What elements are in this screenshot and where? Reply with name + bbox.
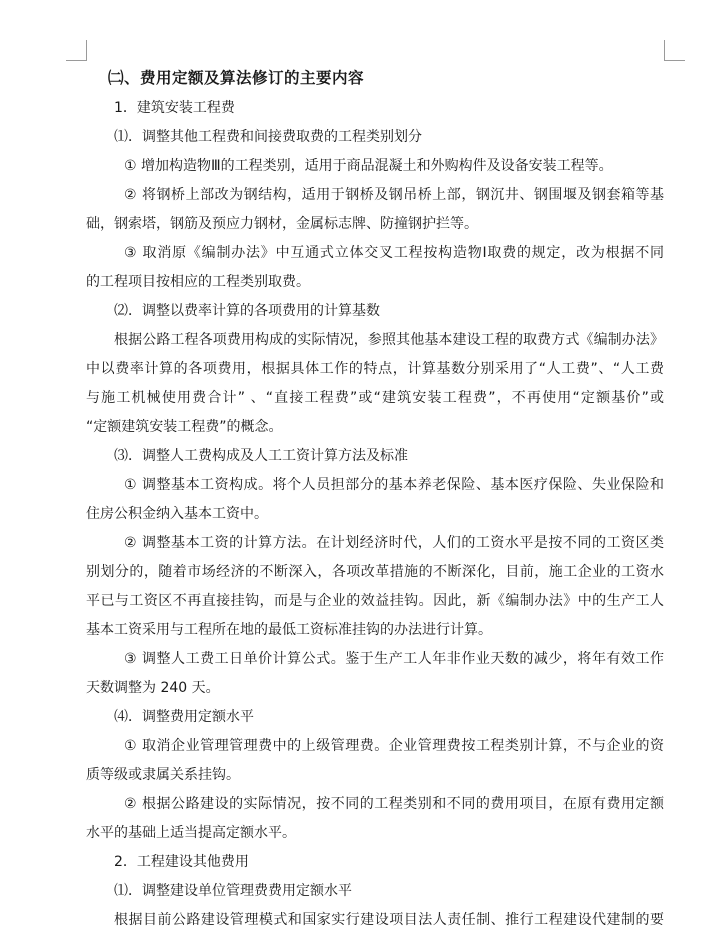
paragraph-line: ① 增加构造物Ⅲ的工程类别，适用于商品混凝土和外购构件及设备安装工程等。 [124, 158, 613, 174]
paragraph-line: ② 将钢桥上部改为钢结构，适用于钢桥及钢吊桥上部，钢沉井、钢围堰及钢套箱等基 [124, 187, 664, 203]
item-heading: ⑴．调整建设单位管理费费用定额水平 [114, 883, 352, 899]
paragraph-line: 根据公路工程各项费用构成的实际情况，参照其他基本建设工程的取费方式《编制办法》 [114, 332, 664, 348]
paragraph-line: 础，钢索塔，钢筋及预应力钢材，金属标志牌、防撞钢护拦等。 [86, 216, 478, 232]
page-corner-mark-top-right [664, 40, 685, 61]
paragraph-line: 质等级或隶属关系挂钩。 [86, 767, 240, 783]
paragraph-line: ② 调整基本工资的计算方法。在计划经济时代，人们的工资水平是按不同的工资区类 [124, 535, 664, 551]
paragraph-line: 基本工资采用与工程所在地的最低工资标准挂钩的办法进行计算。 [86, 622, 492, 638]
section-heading: ㈡、费用定额及算法修订的主要内容 [108, 69, 365, 87]
paragraph-line: 别划分的，随着市场经济的不断深入，各项改革措施的不断深化，目前，施工企业的工资水 [86, 564, 664, 580]
paragraph-line: 与施工机械使用费合计” 、“直接工程费”或“建筑安装工程费”，不再使用“定额基价”或 [86, 390, 664, 406]
paragraph-line: 的工程项目按相应的工程类别取费。 [86, 274, 310, 290]
paragraph-line: ③ 调整人工费工日单价计算公式。鉴于生产工人年非作业天数的减少，将年有效工作 [124, 651, 664, 667]
paragraph-line: ③ 取消原《编制办法》中互通式立体交叉工程按构造物Ⅰ取费的规定，改为根据不同 [124, 245, 664, 261]
paragraph-line: 住房公积金纳入基本工资中。 [86, 506, 268, 522]
item-heading: ⑶．调整人工费构成及人工工资计算方法及标准 [114, 448, 408, 464]
subsection-heading: 2．工程建设其他费用 [114, 854, 249, 870]
paragraph-line: 平已与工资区不再直接挂钩，而是与企业的效益挂钩。因此，新《编制办法》中的生产工人 [86, 593, 664, 609]
paragraph-line: ① 取消企业管理管理费中的上级管理费。企业管理费按工程类别计算，不与企业的资 [124, 738, 664, 754]
paragraph-line: “定额建筑安装工程费”的概念。 [86, 419, 283, 435]
item-heading: ⑵．调整以费率计算的各项费用的计算基数 [114, 303, 380, 319]
paragraph-line: ② 根据公路建设的实际情况，按不同的工程类别和不同的费用项目，在原有费用定额 [124, 796, 664, 812]
paragraph-line: 水平的基础上适当提高定额水平。 [86, 825, 296, 841]
paragraph-line: 中以费率计算的各项费用，根据具体工作的特点，计算基数分别采用了“人工费”、“人工费 [86, 361, 664, 377]
paragraph-line: 根据目前公路建设管理模式和国家实行建设项目法人责任制、推行工程建设代建制的要 [114, 912, 664, 928]
item-heading: ⑴．调整其他工程费和间接费取费的工程类别划分 [114, 129, 422, 145]
subsection-heading: 1．建筑安装工程费 [114, 100, 235, 116]
paragraph-line: 天数调整为 240 天。 [86, 680, 220, 696]
document-body [86, 62, 664, 935]
item-heading: ⑷．调整费用定额水平 [114, 709, 254, 725]
page-corner-mark-top-left [66, 40, 87, 61]
paragraph-line: ① 调整基本工资构成。将个人员担部分的基本养老保险、基本医疗保险、失业保险和 [124, 477, 664, 493]
